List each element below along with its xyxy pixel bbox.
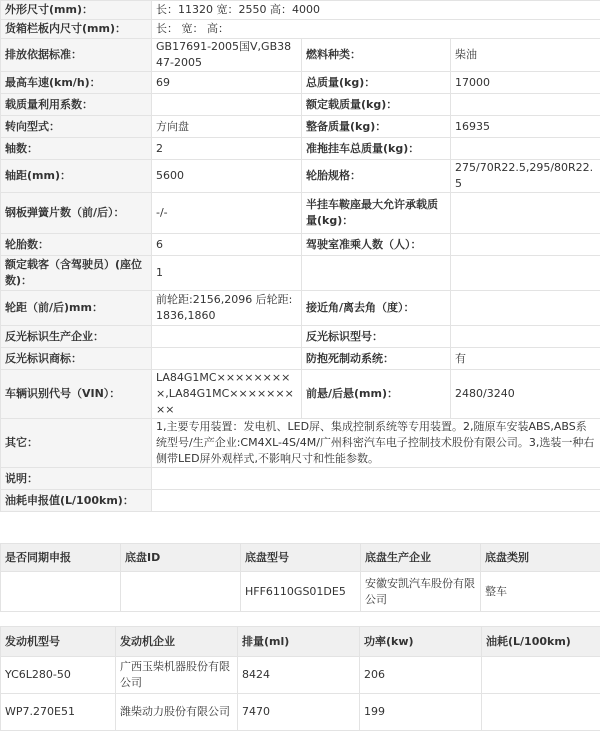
- spec-row: [1, 39, 600, 72]
- spec-value: [451, 94, 600, 116]
- table-cell: 潍柴动力股份有限公司: [116, 694, 238, 731]
- spec-value: 2: [152, 138, 302, 160]
- spec-value: [451, 234, 600, 256]
- spec-value: 方向盘: [152, 116, 302, 138]
- table-cell: 广西玉柴机器股份有限公司: [116, 657, 238, 694]
- spec-label: 反光标识型号：: [302, 326, 451, 348]
- spec-row: [1, 160, 600, 193]
- spec-value: 16935: [451, 116, 600, 138]
- spec-value: 69: [152, 72, 302, 94]
- column-header: 底盘型号: [241, 544, 361, 572]
- table-row: [1, 657, 600, 694]
- spec-row: [1, 138, 600, 160]
- column-header: 功率(kw): [360, 627, 482, 657]
- spec-label: 最高车速(km/h)：: [1, 72, 152, 94]
- table-cell: [482, 657, 600, 694]
- spec-value: 275/70R22.5,295/80R22.5: [451, 160, 600, 193]
- spec-label: 总质量(kg)：: [302, 72, 451, 94]
- spec-value: -/-: [152, 193, 302, 234]
- spec-label: 额定载质量(kg)：: [302, 94, 451, 116]
- spec-value: [451, 256, 600, 291]
- spec-value: 柴油: [451, 39, 600, 72]
- spec-row: [1, 419, 600, 468]
- spec-row: [1, 490, 600, 512]
- spec-value: LA84G1MC×××××××××,LA84G1MC×××××××××: [152, 370, 302, 419]
- spec-label: 防抱死制动系统：: [302, 348, 451, 370]
- table-cell: HFF6110GS01DE5: [241, 572, 361, 612]
- spec-row: [1, 193, 600, 234]
- column-header: 发动机企业: [116, 627, 238, 657]
- spec-label: 转向型式：: [1, 116, 152, 138]
- chassis-table: [0, 543, 600, 612]
- table-cell: YC6L280-50: [1, 657, 116, 694]
- spec-label: 轮距（前/后)mm：: [1, 291, 152, 326]
- column-header: 底盘类别: [481, 544, 600, 572]
- spec-value: [451, 326, 600, 348]
- spec-value: 1,主要专用装置：发电机、LED屏、集成控制系统等专用装置。2,随原车安装ABS,ABS系统型号/生产企业:CM4XL-4S/4M/广州科密汽车电子控制技术股份有限公司。3,选装一种右侧带LED屏外观样式,不影响尺寸和性能参数。: [152, 419, 600, 468]
- engine-header-row: [1, 627, 600, 657]
- spec-row: [1, 291, 600, 326]
- spec-label: 轮胎规格：: [302, 160, 451, 193]
- spec-value: [152, 468, 600, 490]
- spec-row: [1, 94, 600, 116]
- spec-label: 半挂车鞍座最大允许承载质量(kg)：: [302, 193, 451, 234]
- spec-row: [1, 72, 600, 94]
- spec-value: 前轮距:2156,2096 后轮距:1836,1860: [152, 291, 302, 326]
- spec-label: [302, 256, 451, 291]
- spec-value: 1: [152, 256, 302, 291]
- spec-label: 车辆识别代号（VIN）：: [1, 370, 152, 419]
- spec-row: [1, 234, 600, 256]
- spec-value: [152, 490, 600, 512]
- spec-label: 钢板弹簧片数（前/后）：: [1, 193, 152, 234]
- table-row: [1, 694, 600, 731]
- spec-label: 外形尺寸(mm)：: [1, 1, 152, 20]
- column-header: 油耗(L/100km): [482, 627, 600, 657]
- spec-label: 额定载客（含驾驶员）(座位数)：: [1, 256, 152, 291]
- spec-row: [1, 370, 600, 419]
- column-header: 底盘ID: [121, 544, 241, 572]
- spec-label: 轮胎数：: [1, 234, 152, 256]
- table-cell: 8424: [238, 657, 360, 694]
- spec-value: 有: [451, 348, 600, 370]
- column-header: 是否同期申报: [1, 544, 121, 572]
- spec-label: 准拖挂车总质量(kg)：: [302, 138, 451, 160]
- spec-row: [1, 116, 600, 138]
- spec-label: 接近角/离去角（度）：: [302, 291, 451, 326]
- spec-label: 燃料种类：: [302, 39, 451, 72]
- column-header: 发动机型号: [1, 627, 116, 657]
- spec-row: [1, 256, 600, 291]
- spec-label: 反光标识商标：: [1, 348, 152, 370]
- spec-value: 6: [152, 234, 302, 256]
- spec-value: 5600: [152, 160, 302, 193]
- spec-row: [1, 326, 600, 348]
- spec-label: 载质量利用系数：: [1, 94, 152, 116]
- column-header: 排量(ml): [238, 627, 360, 657]
- spec-label: 反光标识生产企业：: [1, 326, 152, 348]
- table-cell: [121, 572, 241, 612]
- spec-value: [451, 291, 600, 326]
- chassis-header-row: [1, 544, 600, 572]
- spec-row: [1, 468, 600, 490]
- table-cell: 安徽安凯汽车股份有限公司: [361, 572, 481, 612]
- spec-label: 整备质量(kg)：: [302, 116, 451, 138]
- spec-label: 说明：: [1, 468, 152, 490]
- spec-value: [152, 326, 302, 348]
- table-cell: WP7.270E51: [1, 694, 116, 731]
- table-cell: 199: [360, 694, 482, 731]
- spec-row: [1, 1, 600, 20]
- spec-label: 前悬/后悬(mm)：: [302, 370, 451, 419]
- spec-label: 油耗申报值(L/100km)：: [1, 490, 152, 512]
- spec-label: 排放依据标准：: [1, 39, 152, 72]
- table-cell: [482, 694, 600, 731]
- spec-value: [451, 193, 600, 234]
- spec-value: 长：11320 宽：2550 高：4000: [152, 1, 600, 20]
- spec-value: [451, 138, 600, 160]
- spec-value: [152, 348, 302, 370]
- table-cell: 7470: [238, 694, 360, 731]
- spec-value: 17000: [451, 72, 600, 94]
- spec-label: 驾驶室准乘人数（人）：: [302, 234, 451, 256]
- table-cell: [1, 572, 121, 612]
- spec-label: 货箱栏板内尺寸(mm)：: [1, 20, 152, 39]
- table-row: [1, 572, 600, 612]
- table-cell: 206: [360, 657, 482, 694]
- spec-value: 长： 宽： 高：: [152, 20, 600, 39]
- table-cell: 整车: [481, 572, 600, 612]
- engine-table: [0, 626, 600, 731]
- column-header: 底盘生产企业: [361, 544, 481, 572]
- spec-value: 2480/3240: [451, 370, 600, 419]
- spec-value: [152, 94, 302, 116]
- spec-value: GB17691-2005国Ⅴ,GB3847-2005: [152, 39, 302, 72]
- spec-label: 轴距(mm)：: [1, 160, 152, 193]
- spec-label: 轴数：: [1, 138, 152, 160]
- spec-row: [1, 20, 600, 39]
- spec-label: 其它：: [1, 419, 152, 468]
- spec-row: [1, 348, 600, 370]
